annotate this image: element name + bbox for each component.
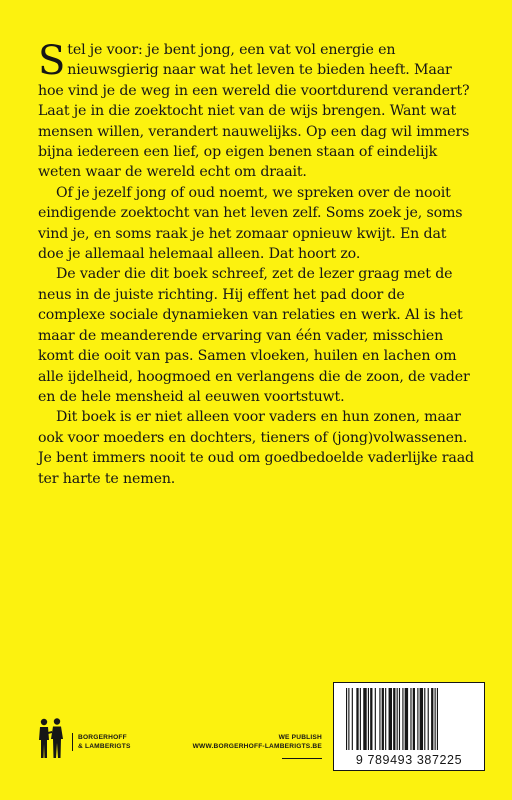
barcode-bar — [360, 688, 361, 750]
publisher-web-block — [193, 733, 322, 751]
barcode-bar — [368, 688, 369, 750]
barcode-bar — [420, 688, 423, 750]
publisher-tagline: WE PUBLISH — [278, 734, 322, 741]
barcode-bar — [356, 688, 358, 750]
publisher-name — [72, 733, 131, 751]
publisher-name-line-2: & LAMBERIGTS — [78, 743, 131, 750]
barcode-bar — [389, 688, 392, 750]
barcode-bars-icon — [344, 688, 474, 750]
barcode-bar — [363, 688, 366, 750]
blurb-paragraph-2: Of je jezelf jong of oud noemt, we spreken over de nooit eindigende zoektocht van het leven zelf. Soms zoek je, soms vind je, en soms raak je het zomaar opnieuw kwijt. En dat doe je allemaal helemaal alleen. Dat hoort zo. — [38, 184, 463, 263]
isbn-number: 9 789493 387225 — [355, 753, 463, 767]
barcode-bar — [435, 688, 436, 750]
publisher-name-line-1: BORGERHOFF — [78, 734, 127, 741]
publisher-logo-icon — [36, 718, 66, 762]
barcode-bar — [382, 688, 384, 750]
blurb-paragraph-1-text: tel je voor: je bent jong, een vat vol energie en nieuwsgierig naar wat het leven te bieden heeft. Maar hoe vind je de weg in een wereld die voortdurend verandert? Laat je in die zoektocht niet van de wijs brengen. Want wat mensen willen, verandert nauwelijks. Op een dag wil immers bijna iedereen een lief, op eigen benen staan of eindelijk weten waar de wereld echt om draait. — [38, 42, 470, 181]
barcode-bar — [393, 688, 395, 750]
barcode-bar — [352, 688, 353, 750]
barcode-bar — [402, 688, 403, 750]
barcode — [333, 682, 485, 771]
barcode-bar — [348, 688, 349, 750]
back-cover-blurb — [38, 40, 475, 489]
barcode-bar — [385, 688, 386, 750]
drop-cap: S — [38, 38, 66, 84]
barcode-bar — [397, 688, 398, 750]
barcode-bar — [399, 688, 400, 750]
barcode-bar — [424, 688, 425, 750]
barcode-bar — [437, 688, 438, 750]
barcode-bar — [370, 688, 372, 750]
barcode-bar — [428, 688, 429, 750]
barcode-bar — [417, 688, 418, 750]
barcode-bar — [346, 688, 347, 750]
barcode-bar — [413, 688, 415, 750]
divider — [282, 758, 322, 759]
barcode-bar — [379, 688, 380, 750]
blurb-paragraph-3: De vader die dit boek schreef, zet de lezer graag met de neus in de juiste richting. Hij effent het pad door de complexe sociale dynamieken van relaties en werk. Al is het maar de meanderende ervaring van één vader, misschien komt die ooit van pas. Samen vloeken, huilen en lachen om alle ijdelheid, hoogmoed en verlangens die de zoon, de vader en de hele mensheid al eeuwen voortstuwt. — [38, 266, 470, 405]
barcode-bar — [431, 688, 433, 750]
barcode-bar — [410, 688, 411, 750]
blurb-paragraph-4: Dit boek is er niet alleen voor vaders en hun zonen, maar ook voor moeders en dochters, tieners of (jong)volwassenen. Je bent immers nooit te oud om goedbedoelde vaderlijke raad ter harte te nemen. — [38, 409, 474, 487]
barcode-bar — [375, 688, 376, 750]
publisher-website: WWW.BORGERHOFF-LAMBERIGTS.BE — [192, 743, 322, 750]
barcode-bar — [405, 688, 408, 750]
blurb-paragraph-1 — [38, 40, 475, 183]
